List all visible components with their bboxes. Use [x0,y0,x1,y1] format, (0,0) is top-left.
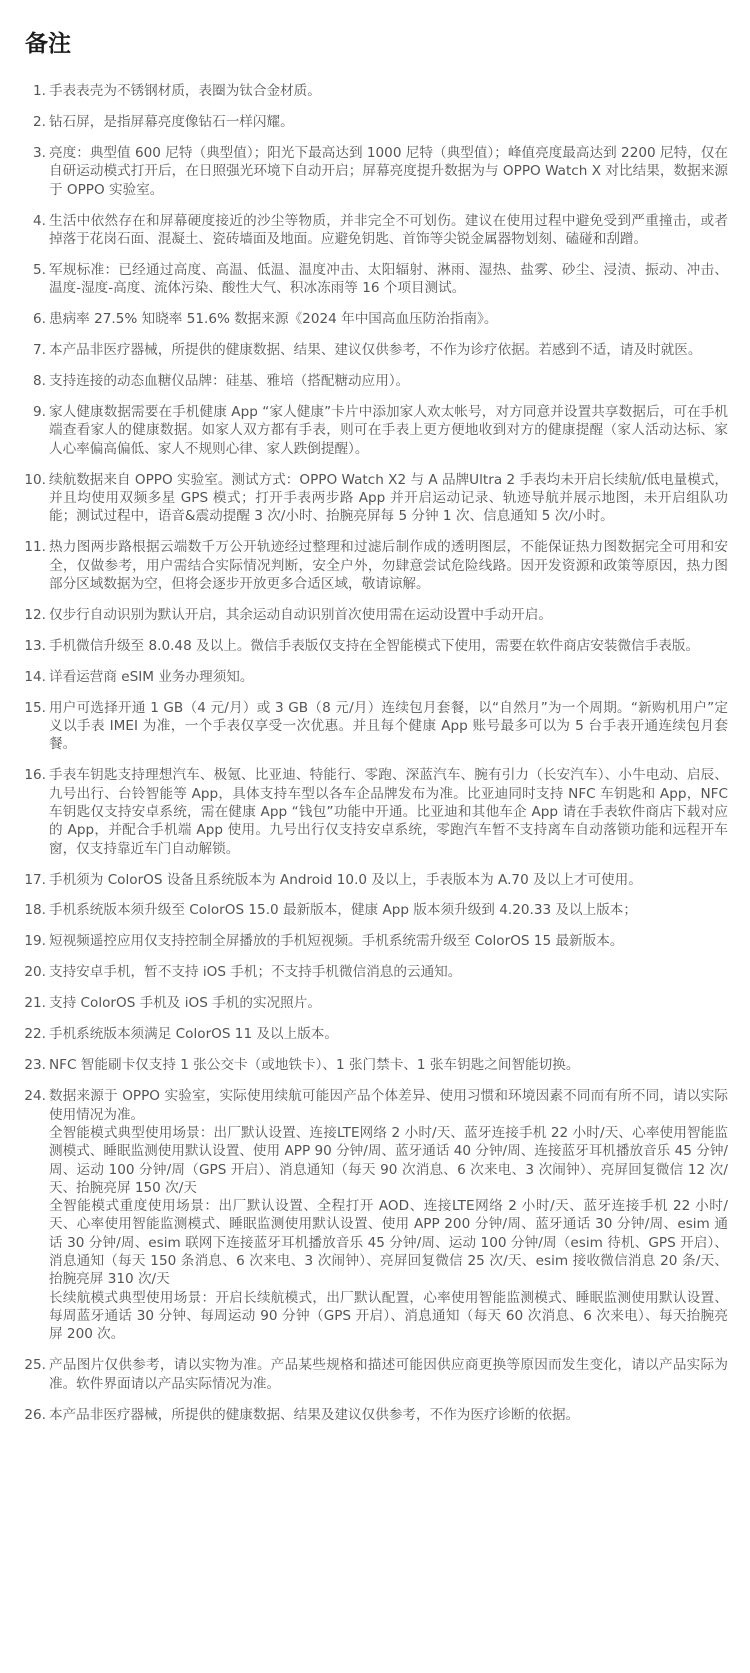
note-text [49,901,728,919]
note-paragraph: 续航数据来自 OPPO 实验室。测试方式：OPPO Watch X2 与 A 品牌Ultra 2 手表均未开启长续航/低电量模式，并且均使用双频多星 GPS 模式；打开手表两步路 App 并开启运动记录、轨迹导航并展示地图，未开启组队功能；测试过程中，语音&震动提醒 3 次/小时、抬腕亮屏每 5 分钟 1 次、信息通知 5 次/小时。 [49,471,728,525]
note-number: 6. [33,311,46,328]
note-item [22,1087,728,1343]
note-text [49,1025,728,1043]
note-number: 1. [33,83,46,99]
note-text [49,668,728,686]
note-number: 8. [33,373,46,390]
note-item [22,212,728,249]
note-text [49,963,728,981]
note-number: 25. [24,1357,46,1374]
note-text [49,212,728,249]
note-scenario-paragraph: 长续航模式典型使用场景：开启长续航模式，出厂默认配置，心率使用智能监测模式、睡眠监测使用默认设置、每周蓝牙通话 30 分钟、每周运动 90 分钟（GPS 开启）、消息通知（每天 60 次消息、6 次来电）、每天抬腕亮屏 200 次。 [49,1289,728,1343]
note-paragraph: 生活中依然存在和屏幕硬度接近的沙尘等物质，并非完全不可划伤。建议在使用过程中避免受到严重撞击，或者掉落于花岗石面、混凝土、瓷砖墙面及地面。应避免钥匙、首饰等尖锐金属器物划刻、磕碰和刮蹭。 [49,212,728,247]
note-item [22,699,728,754]
note-item [22,1056,728,1074]
note-text [49,766,728,857]
note-paragraph: 患病率 27.5% 知晓率 51.6% 数据来源《2024 年中国高血压防治指南》。 [49,311,498,328]
note-scenario-paragraph: 全智能模式重度使用场景：出厂默认设置、全程打开 AOD、连接LTE网络 2 小时/天、蓝牙连接手机 22 小时/天、心率使用智能监测模式、睡眠监测使用默认设置、使用 APP 200 分钟/周、蓝牙通话 30 分钟/周、esim 通话 30 分钟/周、esim 联网下连接蓝牙耳机播放音乐 45 分钟/周、运动 100 分钟/周（esim 待机、GPS 开启）、消息通知（每天 150 条消息、6 次来电、3 次闹钟）、亮屏回复微信 25 次/天、esim 接收微信消息 20 条/天、抬腕亮屏 310 次/天 [49,1198,728,1288]
note-paragraph: 本产品非医疗器械，所提供的健康数据、结果、建议仅供参考，不作为诊疗依据。若感到不适，请及时就医。 [49,342,702,359]
note-paragraph: 本产品非医疗器械，所提供的健康数据、结果及建议仅供参考，不作为医疗诊断的依据。 [49,1406,580,1423]
note-text [49,637,728,655]
note-number: 3. [33,144,46,161]
note-item [22,1025,728,1043]
note-text [49,310,728,328]
note-paragraph: NFC 智能刷卡仅支持 1 张公交卡（或地铁卡）、1 张门禁卡、1 张车钥匙之间智能切换。 [49,1057,580,1074]
note-item [22,310,728,328]
note-paragraph: 支持 ColorOS 手机及 iOS 手机的实况照片。 [49,995,321,1012]
note-number: 14. [24,668,46,685]
note-number: 21. [24,995,46,1012]
note-paragraph: 手机系统版本须升级至 ColorOS 15.0 最新版本，健康 App 版本须升级到 4.20.33 及以上版本； [49,902,637,919]
note-text [49,538,728,593]
note-text [49,994,728,1012]
note-paragraph: 手机微信升级至 8.0.48 及以上。微信手表版仅支持在全智能模式下使用，需要在软件商店安装微信手表版。 [49,637,700,654]
note-number: 15. [24,699,46,716]
note-number: 18. [24,902,46,919]
note-paragraph: 手机须为 ColorOS 设备且系统版本为 Android 10.0 及以上，手表版本为 A.70 及以上才可使用。 [49,871,642,888]
note-text [49,403,728,458]
note-text [49,1406,728,1424]
note-paragraph: 钻石屏，是指屏幕亮度像钻石一样闪耀。 [49,113,294,130]
note-item [22,994,728,1012]
note-text [49,82,728,100]
note-text [49,261,728,298]
note-text [49,1356,728,1393]
note-item [22,871,728,889]
note-paragraph: 家人健康数据需要在手机健康 App “家人健康”卡片中添加家人欢太帐号，对方同意并设置共享数据后，可在手机端查看家人的健康数据。如家人双方都有手表，则可在手表上更方便地收到对方的健康提醒（家人活动达标、家人心率偏高偏低、家人不规则心律、家人跌倒提醒）。 [49,404,728,457]
note-item [22,261,728,298]
note-number: 2. [33,113,46,130]
note-number: 20. [24,964,46,981]
note-paragraph: 短视频遥控应用仅支持控制全屏播放的手机短视频。手机系统需升级至 ColorOS 15 最新版本。 [49,933,624,950]
note-text [49,144,728,199]
page-title: 备注 [25,31,71,57]
note-number: 11. [24,539,46,556]
note-item [22,341,728,359]
note-number: 19. [24,933,46,950]
note-number: 26. [24,1406,46,1423]
notes-list [22,82,728,1424]
note-item [22,766,728,857]
note-paragraph: 仅步行自动识别为默认开启，其余运动自动识别首次使用需在运动设置中手动开启。 [49,606,552,623]
note-paragraph: 详看运营商 eSIM 业务办理须知。 [49,668,254,685]
note-number: 9. [33,404,46,421]
note-item [22,113,728,131]
note-item [22,901,728,919]
note-item [22,538,728,593]
note-text [49,372,728,390]
note-number: 23. [24,1057,46,1074]
note-item [22,932,728,950]
note-text [49,471,728,526]
note-number: 5. [33,261,46,278]
note-number: 24. [24,1088,46,1105]
note-item [22,1406,728,1424]
note-item [22,144,728,199]
note-scenario-paragraph: 全智能模式典型使用场景：出厂默认设置、连接LTE网络 2 小时/天、蓝牙连接手机 22 小时/天、心率使用智能监测模式、睡眠监测使用默认设置、使用 APP 90 分钟/周、蓝牙通话 40 分钟/周、连接蓝牙耳机播放音乐 45 分钟/周、运动 100 分钟/周（GPS 开启）、消息通知（每天 90 次消息、6 次来电、3 次闹钟）、亮屏回复微信 12 次/天、抬腕亮屏 150 次/天 [49,1124,728,1196]
note-item [22,1356,728,1393]
note-item [22,637,728,655]
note-item [22,82,728,100]
note-text [49,1056,728,1074]
note-item [22,471,728,526]
note-item [22,668,728,686]
note-number: 12. [24,606,46,623]
note-text [49,932,728,950]
note-paragraph: 热力图两步路根据云端数千万公开轨迹经过整理和过滤后制作成的透明图层，不能保证热力图数据完全可用和安全，仅做参考，用户需结合实际情况判断，安全户外，勿肆意尝试危险线路。因开发资源和政策等原因，热力图部分区域数据为空，但将会逐步开放更多合适区域，敬请谅解。 [49,539,728,592]
note-paragraph: 支持安卓手机，暂不支持 iOS 手机；不支持手机微信消息的云通知。 [49,964,462,981]
note-number: 16. [24,767,46,784]
note-text [49,113,728,131]
note-text [49,1087,728,1343]
note-number: 13. [24,637,46,654]
note-paragraph: 用户可选择开通 1 GB（4 元/月）或 3 GB（8 元/月）连续包月套餐，以“自然月”为一个周期。“新购机用户”定义以手表 IMEI 为准，一个手表仅享受一次优惠。并且每个健康 App 账号最多可以为 5 台手表开通连续包月套餐。 [49,699,728,753]
note-text [49,699,728,754]
note-number: 4. [33,212,46,229]
note-text [49,871,728,889]
note-item [22,606,728,624]
note-number: 7. [33,342,46,359]
note-paragraph: 军规标准：已经通过高度、高温、低温、温度冲击、太阳辐射、淋雨、湿热、盐雾、砂尘、浸渍、振动、冲击、温度-湿度-高度、流体污染、酸性大气、积冰冻雨等 16 个项目测试。 [49,261,728,297]
note-item [22,963,728,981]
note-paragraph: 数据来源于 OPPO 实验室，实际使用续航可能因产品个体差异、使用习惯和环境因素不同而有所不同，请以实际使用情况为准。 [49,1088,728,1123]
note-number: 10. [24,471,46,488]
note-paragraph: 亮度：典型值 600 尼特（典型值）；阳光下最高达到 1000 尼特（典型值）；峰值亮度最高达到 2200 尼特，仅在自研运动模式打开后，在日照强光环境下自动开启；屏幕亮度提升数据为与 OPPO Watch X 对比结果，数据来源于 OPPO 实验室。 [49,144,728,198]
note-paragraph: 支持连接的动态血糖仪品牌：硅基、雅培（搭配糖动应用）。 [49,373,410,390]
note-item [22,403,728,458]
note-paragraph: 手表表壳为不锈钢材质，表圈为钛合金材质。 [49,83,321,99]
note-number: 22. [24,1026,46,1043]
note-item [22,372,728,390]
note-text [49,606,728,624]
note-number: 17. [24,871,46,888]
note-paragraph: 手机系统版本须满足 ColorOS 11 及以上版本。 [49,1026,338,1043]
note-text [49,341,728,359]
note-paragraph: 产品图片仅供参考，请以实物为准。产品某些规格和描述可能因供应商更换等原因而发生变化，请以产品实际为准。软件界面请以产品实际情况为准。 [49,1357,728,1392]
note-paragraph: 手表车钥匙支持理想汽车、极氪、比亚迪、特能行、零跑、深蓝汽车、腕有引力（长安汽车）、小牛电动、启辰、九号出行、台铃智能等 App，具体支持车型以各车企品牌发布为准。比亚迪同时支持 NFC 车钥匙和 App，NFC 车钥匙仅支持安卓系统，需在健康 App “钱包”功能中开通。比亚迪和其他车企 App 请在手表软件商店下载对应的 App，并配合手机端 App 使用。九号出行仅支持安卓系统，零跑汽车暂不支持离车自动落锁功能和远程开车窗，仅支持靠近车门自动解锁。 [49,767,728,857]
